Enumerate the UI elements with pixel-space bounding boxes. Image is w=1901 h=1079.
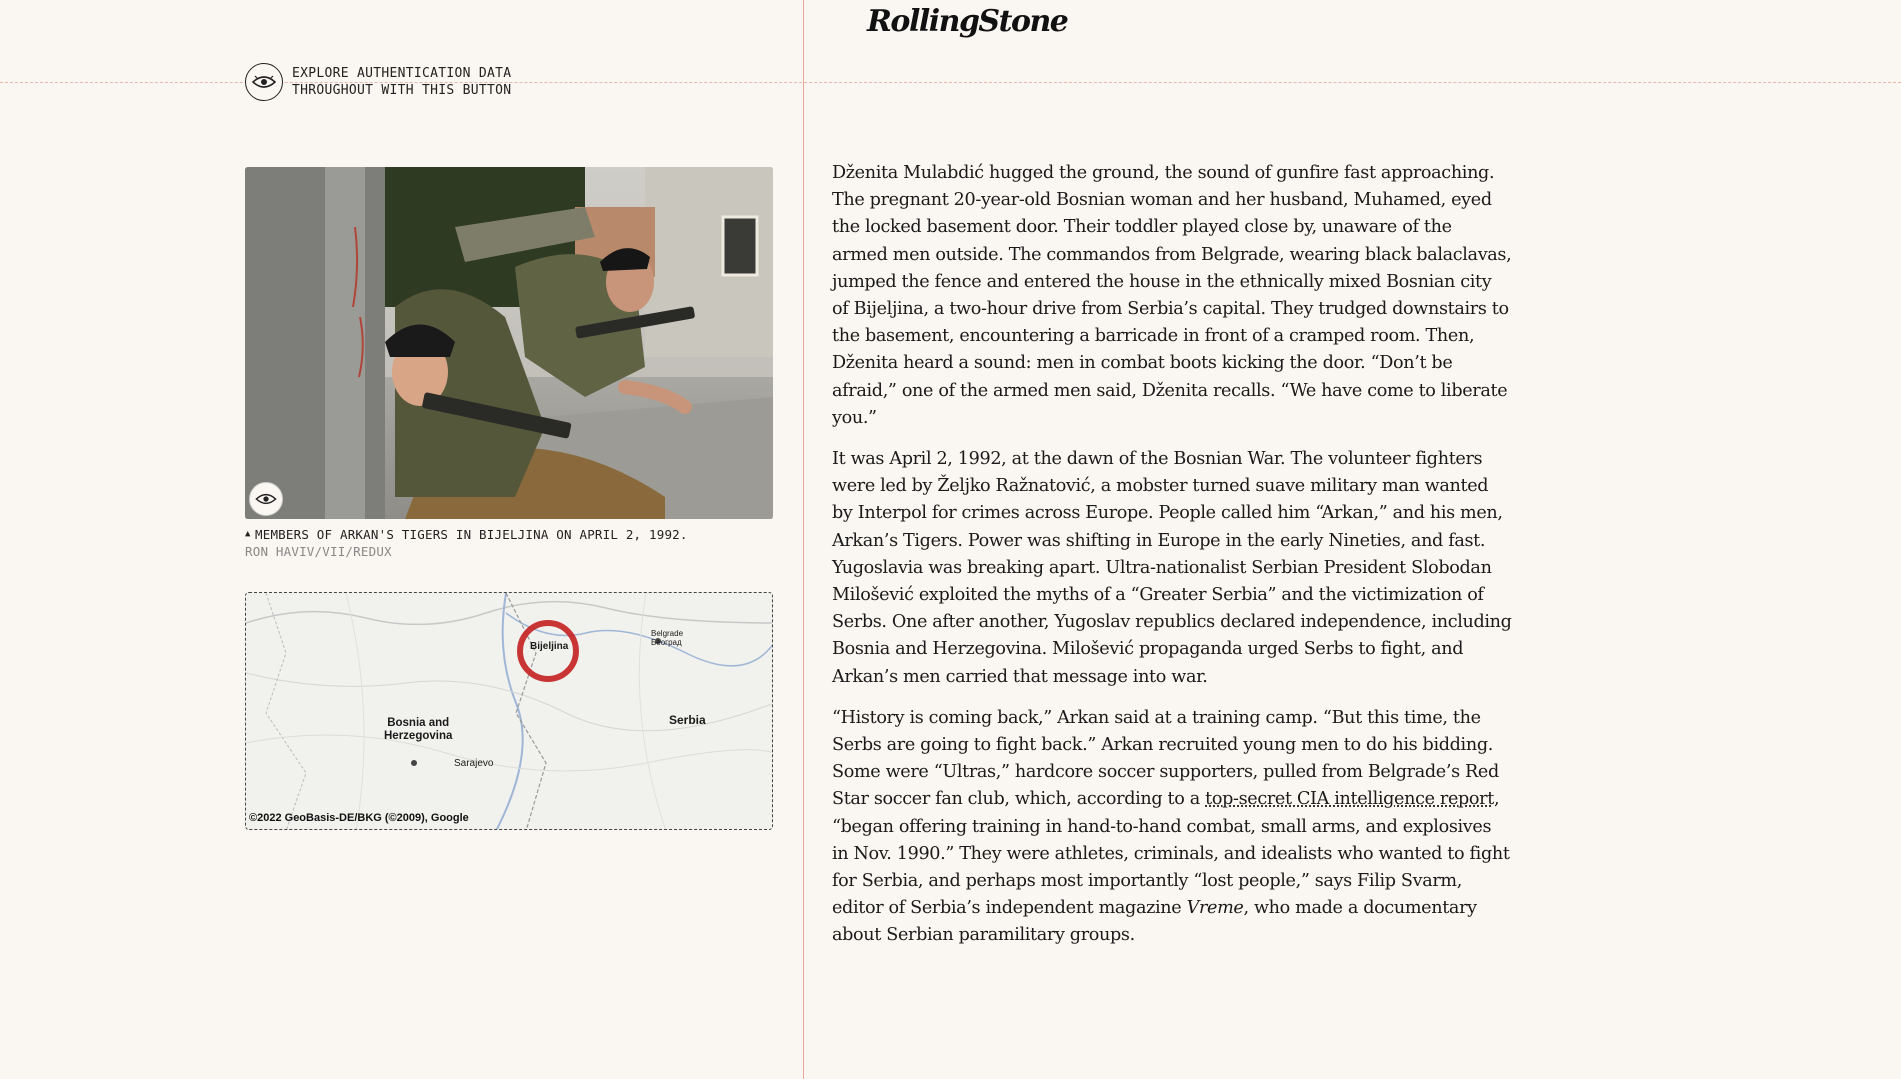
- auth-hint-line2: THROUGHOUT WITH THIS BUTTON: [292, 83, 512, 98]
- map-label-belgrade: [651, 629, 683, 647]
- column-divider: [803, 0, 804, 1079]
- auth-hint-line1: EXPLORE AUTHENTICATION DATA: [292, 66, 512, 81]
- map-label-serbia: Serbia: [669, 713, 706, 727]
- cia-report-link[interactable]: top-secret CIA intelligence report: [1205, 789, 1494, 810]
- article-paragraph-2: It was April 2, 1992, at the dawn of the Bosnian War. The volunteer fighters were led by Željko Ražnatović, a mobster turned suave military man wanted by Interpol for crimes across Europe. People called him “Arkan,” and his men, Arkan’s Tigers. Power was shifting in Europe in the early Nineties, and fast. Yugoslavia was breaking apart. Ultra-nationalist Serbian President Slobodan Milošević exploited the myths of a “Greater Serbia” and the victimization of Serbs. One after another, Yugoslav republics declared independence, including Bosnia and Herzegovina. Milošević propaganda urged Serbs to fight, and Arkan’s men carried that message into war.: [832, 449, 1512, 687]
- map-label-bosnia-line2: Herzegovina: [384, 730, 453, 742]
- header-divider: [0, 82, 1901, 83]
- rolling-stone-logo[interactable]: RollingStone: [867, 4, 1068, 39]
- vreme-magazine-title: Vreme: [1186, 898, 1244, 919]
- article-paragraph-3: [832, 705, 1512, 950]
- location-map[interactable]: [245, 592, 773, 830]
- eye-icon: [255, 492, 277, 506]
- authentication-button[interactable]: [245, 63, 283, 101]
- map-label-bijeljina: Bijeljina: [530, 641, 569, 652]
- photo-credit: RON HAVIV/VII/REDUX: [245, 544, 392, 559]
- article-paragraph-1: Dženita Mulabdić hugged the ground, the sound of gunfire fast approaching. The pregnant 20-year-old Bosnian woman and her husband, Muhamed, eyed the locked basement door. Their toddler played close by, unaware of the armed men outside. The commandos from Belgrade, wearing black balaclavas, jumped the fence and entered the house in the ethnically mixed Bosnian city of Bijeljina, a two-hour drive from Serbia’s capital. They trudged downstairs to the basement, encountering a barricade in front of a cramped room. Then, Dženita heard a sound: men in combat boots kicking the door. “Don’t be afraid,” one of the armed men said, Dženita recalls. “We have come to liberate you.”: [832, 163, 1512, 428]
- map-label-bosnia-line1: Bosnia and: [387, 717, 450, 729]
- map-label-sarajevo: Sarajevo: [454, 758, 494, 769]
- photo-authentication-button[interactable]: [249, 482, 283, 516]
- paragraph-3-part-b: , “began offering training in hand-to-hand combat, small arms, and explosives in Nov. 1990.” They were athletes, criminals, and idealists who wanted to fight for Serbia, and perhaps most importantly “lost people,” says Filip Svarm, editor of Serbia’s independent magazine: [832, 789, 1510, 919]
- map-copyright: ©2022 GeoBasis-DE/BKG (©2009), Google: [249, 812, 469, 824]
- paragraph-3-part-a: “History is coming back,” Arkan said at a training camp. “But this time, the Serbs are going to fight back.” Arkan recruited young men to do his bidding. Some were “Ultras,” hardcore soccer supporters, pulled from Belgrade’s Red Star soccer fan club, which, according to a: [832, 707, 1499, 810]
- paragraph-3-part-c: , who made a documentary about Serbian paramilitary groups.: [832, 898, 1477, 946]
- map-label-bosnia: [384, 717, 452, 743]
- map-label-belgrade-line1: Belgrade: [651, 629, 684, 638]
- article-body: [832, 160, 1512, 964]
- eye-icon: [252, 74, 276, 90]
- map-label-belgrade-line2: Београд: [651, 638, 682, 647]
- photo-illustration: [245, 167, 773, 519]
- caption-text: MEMBERS OF ARKAN'S TIGERS IN BIJELJINA ON APRIL 2, 1992.: [255, 527, 688, 542]
- authentication-hint: [292, 65, 511, 99]
- photo-caption: [245, 526, 715, 560]
- map-illustration: [246, 593, 773, 830]
- article-photo[interactable]: [245, 167, 773, 519]
- caption-bullet-icon: ▲: [245, 529, 251, 539]
